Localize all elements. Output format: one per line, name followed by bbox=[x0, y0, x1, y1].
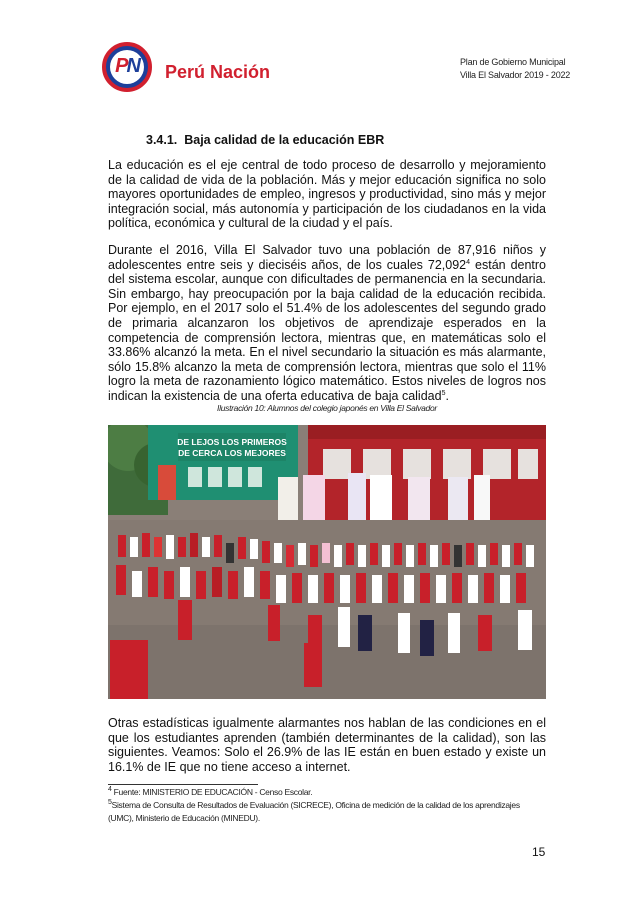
footnote-5 bbox=[108, 799, 558, 812]
logo-letter-n: N bbox=[126, 55, 139, 77]
page-number: 15 bbox=[532, 845, 546, 859]
brand-name: Perú Nación bbox=[165, 62, 271, 82]
paragraph-3: Otras estadísticas igualmente alarmantes nos hablan de las condiciones en el que los estudiantes aprenden (también determinantes de la calidad), son las siguientes. Veamos: Solo el 26.9% de las IE están en buen estado y existe un 16.1% de IE que no tiene acceso a internet. bbox=[108, 716, 546, 774]
footnote-ref-4[interactable]: 4 bbox=[466, 258, 471, 266]
footnote-divider bbox=[108, 784, 258, 785]
peru-nacion-logo-icon bbox=[102, 42, 152, 92]
paragraph-2-part-c: . bbox=[445, 388, 449, 403]
footnote-5-mark: 5 bbox=[108, 799, 112, 807]
plan-line-2: Villa El Salvador 2019 - 2022 bbox=[460, 70, 571, 80]
logo-letter-p: P bbox=[115, 55, 127, 77]
paragraph-1: La educación es el eje central de todo proceso de desarrollo y mejoramiento de la calidad de vida de la población. Más y mejor educación significa no solo mayores oportunidades de empleo, ingresos y productividad, sino más y mejor integración social, más autonomía y participación de los ciudadanos en la vida política, económica y cultural de la ciudad y el país. bbox=[108, 158, 546, 231]
plan-header bbox=[460, 56, 570, 82]
footnote-5-continued: (UMC), Ministerio de Educación (MINEDU). bbox=[108, 813, 260, 823]
footnote-ref-5[interactable]: 5 bbox=[441, 389, 446, 397]
paragraph-2 bbox=[108, 243, 546, 404]
paragraph-2-part-a: Durante el 2016, Villa El Salvador tuvo una población de 87,916 niños y adolescentes entre seis y dieciséis años, de los cuales 72,092 bbox=[108, 243, 546, 272]
footnote-5-text: Sistema de Consulta de Resultados de Evaluación (SICRECE), Oficina de medición de la calidad de los aprendizajes bbox=[111, 800, 520, 810]
banner-text-1: DE LEJOS LOS PRIMEROS bbox=[177, 437, 287, 447]
school-photo-illustration bbox=[108, 425, 546, 699]
banner-text-2: DE CERCA LOS MEJORES bbox=[178, 448, 286, 458]
figure-caption: Ilustración 10: Alumnos del colegio japonés en Villa El Salvador bbox=[217, 403, 437, 413]
paragraph-2-part-b: están dentro del sistema escolar, aunque con dificultades de permanencia en la secundaria. Sin embargo, hay preocupación por la baja calidad de la educación recibida. Por ejemplo, en el 2017 solo el 51.4% de los adolescentes del segundo grado de primaria alcanzaron los objetivos de aprendizaje esperados en la competencia de comprensión lectora, mientras que, en matemáticas solo el 33.86% alcanzó la meta. En el nivel secundario la situación es más alarmante, sólo 15.8% alcanzo la meta de comprensión lectora, mientras que solo el 11% logro la meta de razonamiento lógico matemático. Estos niveles de logros nos indican la existencia de una oferta educativa de baja calidad bbox=[108, 257, 547, 403]
footnote-4 bbox=[108, 786, 558, 799]
section-title: 3.4.1. Baja calidad de la educación EBR bbox=[146, 133, 385, 147]
school-photo bbox=[108, 425, 546, 699]
footnote-4-text: Fuente: MINISTERIO DE EDUCACIÓN - Censo Escolar. bbox=[111, 787, 313, 797]
footnote-4-mark: 4 bbox=[108, 786, 112, 794]
page-header bbox=[0, 0, 638, 110]
plan-line-1: Plan de Gobierno Municipal bbox=[460, 57, 566, 67]
